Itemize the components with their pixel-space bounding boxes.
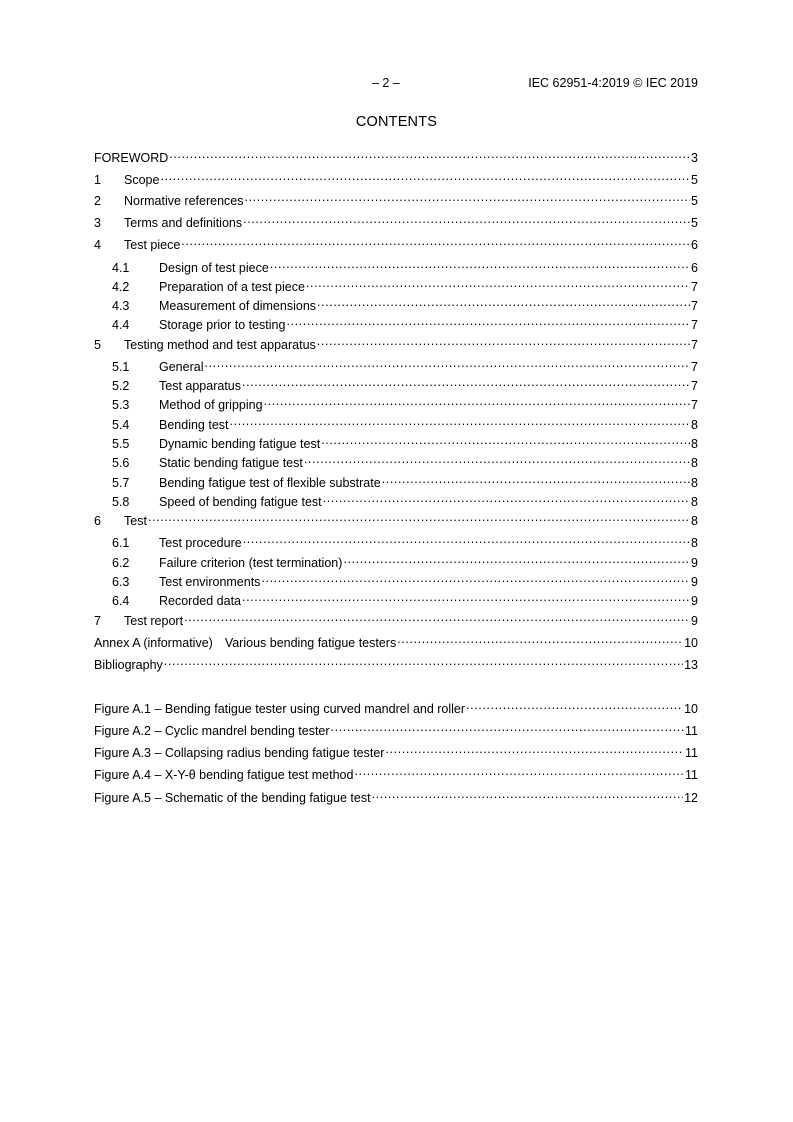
toc-entry-label: FOREWORD xyxy=(94,151,169,165)
toc-entry-page: 3 xyxy=(691,151,698,165)
toc-entry-page: 7 xyxy=(691,280,698,294)
toc-entry-page: 7 xyxy=(691,360,698,374)
toc-entry-label: Preparation of a test piece xyxy=(159,280,305,294)
toc-entry-page: 10 xyxy=(684,636,698,650)
toc-entry-label: Dynamic bending fatigue test xyxy=(159,437,321,451)
toc-entry-label: Normative references xyxy=(124,194,244,208)
toc-entry-label: Test procedure xyxy=(159,536,242,550)
toc-entry-6-2[interactable] xyxy=(94,551,698,570)
toc-entry-page: 8 xyxy=(691,456,698,470)
toc-leader-dots xyxy=(148,509,690,525)
toc-entry-page: 5 xyxy=(691,216,698,230)
toc-entry-label: Static bending fatigue test xyxy=(159,456,303,470)
toc-entry-page: 9 xyxy=(691,594,698,608)
toc-entry-5-2[interactable] xyxy=(94,374,698,393)
toc-entry-annex-a[interactable] xyxy=(94,631,698,650)
toc-leader-dots xyxy=(321,432,690,448)
toc-entry-label: General xyxy=(159,360,204,374)
toc-entry-number: 5.2 xyxy=(112,379,130,393)
toc-entry-number: 6.1 xyxy=(112,536,130,550)
toc-entry-number: 3 xyxy=(94,216,101,230)
toc-leader-dots xyxy=(164,653,683,669)
toc-entry-label: Testing method and test apparatus xyxy=(124,338,316,352)
toc-entry-6-1[interactable] xyxy=(94,531,698,550)
toc-entry-label: Failure criterion (test termination) xyxy=(159,556,343,570)
toc-entry-label: Bending test xyxy=(159,418,229,432)
toc-leader-dots xyxy=(306,275,690,291)
toc-entry-1[interactable] xyxy=(94,168,698,187)
toc-entry-6[interactable] xyxy=(94,509,698,528)
toc-leader-dots xyxy=(317,333,690,349)
page-header xyxy=(0,76,793,92)
toc-entry-5-6[interactable] xyxy=(94,451,698,470)
toc-entry-number: 4.3 xyxy=(112,299,130,313)
toc-leader-dots xyxy=(286,313,690,329)
toc-leader-dots xyxy=(261,570,690,586)
toc-leader-dots xyxy=(230,413,691,429)
toc-entry-page: 9 xyxy=(691,575,698,589)
toc-entry-2[interactable] xyxy=(94,189,698,208)
toc-entry-5-7[interactable] xyxy=(94,471,698,490)
toc-entry-label: Measurement of dimensions xyxy=(159,299,317,313)
toc-entry-number: 5.1 xyxy=(112,360,130,374)
toc-leader-dots xyxy=(304,451,690,467)
toc-leader-dots xyxy=(181,233,690,249)
toc-entry-page: 8 xyxy=(691,536,698,550)
toc-entry-number: 1 xyxy=(94,173,101,187)
toc-leader-dots xyxy=(385,741,684,757)
toc-leader-dots xyxy=(243,211,690,227)
page-title: CONTENTS xyxy=(355,114,438,130)
toc-entry-5-5[interactable] xyxy=(94,432,698,451)
toc-leader-dots xyxy=(264,393,691,409)
page-number: – 2 – xyxy=(372,76,400,90)
toc-entry-4-4[interactable] xyxy=(94,313,698,332)
toc-entry-label: Bending fatigue test of flexible substrate xyxy=(159,476,381,490)
toc-entry-label: Recorded data xyxy=(159,594,242,608)
toc-leader-dots xyxy=(242,374,690,390)
toc-entry-5-1[interactable] xyxy=(94,355,698,374)
figure-entry-page: 11 xyxy=(685,768,698,782)
toc-entry-4-3[interactable] xyxy=(94,294,698,313)
toc-leader-dots xyxy=(160,168,690,184)
toc-entry-number: 5.6 xyxy=(112,456,130,470)
toc-entry-number: 5.8 xyxy=(112,495,130,509)
toc-entry-number: 4.4 xyxy=(112,318,130,332)
figure-entry-a1[interactable] xyxy=(94,697,698,716)
toc-entry-page: 7 xyxy=(691,338,698,352)
toc-leader-dots xyxy=(270,256,690,272)
figure-entry-a4[interactable] xyxy=(94,763,698,782)
figure-entry-page: 11 xyxy=(685,746,698,760)
toc-entry-page: 7 xyxy=(691,318,698,332)
toc-leader-dots xyxy=(397,631,683,647)
toc-entry-number: 4.1 xyxy=(112,261,130,275)
toc-leader-dots xyxy=(317,294,690,310)
figure-entry-page: 12 xyxy=(684,791,698,805)
toc-entry-label: Test apparatus xyxy=(159,379,241,393)
toc-entry-5-3[interactable] xyxy=(94,393,698,412)
toc-entry-page: 7 xyxy=(691,379,698,393)
toc-entry-label: Test xyxy=(124,514,147,528)
toc-leader-dots xyxy=(466,697,683,713)
toc-entry-number: 5.4 xyxy=(112,418,130,432)
toc-entry-label: Test environments xyxy=(159,575,261,589)
toc-entry-4-1[interactable] xyxy=(94,256,698,275)
figure-entry-label: Figure A.4 – X-Y-θ bending fatigue test method xyxy=(94,768,354,782)
toc-entry-number: 7 xyxy=(94,614,101,628)
toc-leader-dots xyxy=(382,471,690,487)
figure-entry-page: 11 xyxy=(685,724,698,738)
toc-entry-page: 6 xyxy=(691,261,698,275)
toc-leader-dots xyxy=(169,146,690,162)
toc-entry-5[interactable] xyxy=(94,333,698,352)
toc-entry-label: Design of test piece xyxy=(159,261,269,275)
toc-entry-6-3[interactable] xyxy=(94,570,698,589)
toc-entry-number: 4.2 xyxy=(112,280,130,294)
toc-entry-number: 6.3 xyxy=(112,575,130,589)
toc-leader-dots xyxy=(323,490,690,506)
toc-entry-3[interactable] xyxy=(94,211,698,230)
toc-leader-dots xyxy=(372,786,684,802)
figure-entry-a5[interactable] xyxy=(94,786,698,805)
document-id: IEC 62951-4:2019 © IEC 2019 xyxy=(528,76,698,90)
toc-entry-label: Scope xyxy=(124,173,160,187)
toc-entry-page: 8 xyxy=(691,437,698,451)
toc-entry-5-8[interactable] xyxy=(94,490,698,509)
toc-entry-number: 5.3 xyxy=(112,398,130,412)
toc-entry-page: 8 xyxy=(691,476,698,490)
toc-entry-label-title: Various bending fatigue testers xyxy=(224,636,397,650)
toc-entry-6-4[interactable] xyxy=(94,589,698,608)
toc-leader-dots xyxy=(245,189,691,205)
toc-entry-label: Test report xyxy=(124,614,184,628)
toc-leader-dots xyxy=(331,719,684,735)
figure-entry-a2[interactable] xyxy=(94,719,698,738)
toc-entry-page: 7 xyxy=(691,398,698,412)
toc-entry-number: 5.7 xyxy=(112,476,130,490)
toc-entry-page: 8 xyxy=(691,418,698,432)
toc-entry-number: 2 xyxy=(94,194,101,208)
toc-leader-dots xyxy=(343,551,690,567)
toc-entry-page: 5 xyxy=(691,194,698,208)
toc-entry-page: 8 xyxy=(691,495,698,509)
toc-entry-4-2[interactable] xyxy=(94,275,698,294)
toc-entry-page: 6 xyxy=(691,238,698,252)
toc-entry-5-4[interactable] xyxy=(94,413,698,432)
toc-entry-page: 8 xyxy=(691,514,698,528)
figure-entry-label: Figure A.3 – Collapsing radius bending fatigue tester xyxy=(94,746,385,760)
figure-entry-a3[interactable] xyxy=(94,741,698,760)
figure-entry-page: 10 xyxy=(684,702,698,716)
figure-entry-label: Figure A.1 – Bending fatigue tester using curved mandrel and roller xyxy=(94,702,466,716)
toc-entry-number: 5 xyxy=(94,338,101,352)
toc-entry-label: Method of gripping xyxy=(159,398,263,412)
figure-entry-label: Figure A.2 – Cyclic mandrel bending tester xyxy=(94,724,330,738)
toc-entry-7[interactable] xyxy=(94,609,698,628)
toc-entry-number: 5.5 xyxy=(112,437,130,451)
toc-entry-foreword[interactable] xyxy=(94,146,698,165)
toc-leader-dots xyxy=(354,763,684,779)
toc-entry-number: 6.2 xyxy=(112,556,130,570)
toc-entry-label: Bibliography xyxy=(94,658,163,672)
toc-entry-page: 9 xyxy=(691,614,698,628)
toc-entry-number: 6 xyxy=(94,514,101,528)
toc-entry-page: 5 xyxy=(691,173,698,187)
toc-entry-number: 6.4 xyxy=(112,594,130,608)
toc-entry-label: Terms and definitions xyxy=(124,216,243,230)
toc-leader-dots xyxy=(242,589,690,605)
toc-leader-dots xyxy=(204,355,690,371)
toc-entry-label: Storage prior to testing xyxy=(159,318,286,332)
toc-leader-dots xyxy=(243,531,690,547)
toc-entry-label: Speed of bending fatigue test xyxy=(159,495,322,509)
toc-entry-bibliography[interactable] xyxy=(94,653,698,672)
toc-entry-label: Annex A (informative) xyxy=(94,636,213,650)
toc-entry-label: Test piece xyxy=(124,238,181,252)
toc-entry-number: 4 xyxy=(94,238,101,252)
toc-entry-4[interactable] xyxy=(94,233,698,252)
toc-entry-page: 7 xyxy=(691,299,698,313)
toc-entry-page: 9 xyxy=(691,556,698,570)
toc-entry-page: 13 xyxy=(684,658,698,672)
toc-leader-dots xyxy=(184,609,690,625)
figure-entry-label: Figure A.5 – Schematic of the bending fatigue test xyxy=(94,791,371,805)
